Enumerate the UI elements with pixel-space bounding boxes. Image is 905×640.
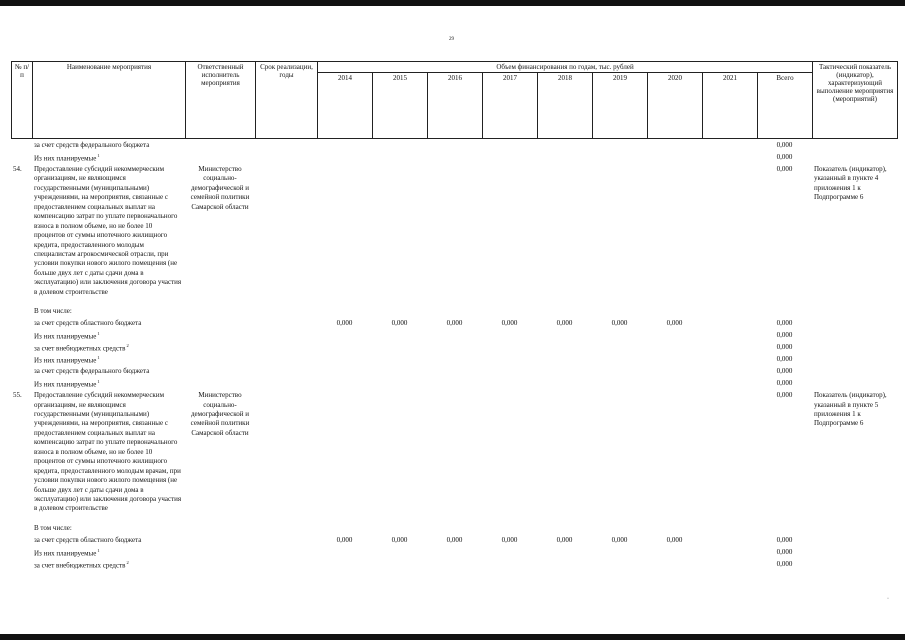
row-year-value: [592, 297, 647, 319]
row-name: В том числе:: [34, 523, 72, 532]
row-year-value: [537, 153, 592, 165]
header-col-responsible: Ответственный исполнитель мероприятия: [186, 62, 256, 139]
row-term: [255, 536, 317, 548]
row-year-value: [482, 165, 537, 297]
footnote-marker: 1: [97, 355, 100, 361]
row-indicator: Показатель (индикатор), указанный в пункте 4 приложения 1 к Подпрограмме 6: [814, 165, 887, 202]
row-year-value: [482, 153, 537, 165]
row-year-value: [537, 331, 592, 343]
row-year-value: [537, 548, 592, 560]
row-responsible: [185, 548, 255, 560]
row-term: [255, 514, 317, 536]
row-index: [11, 514, 32, 536]
header-col-indicator: Тактический показатель (индикатор), характеризующий выполнение мероприятия (мероприятий): [813, 62, 898, 139]
row-indicator: [812, 379, 897, 391]
row-year-value: [647, 379, 702, 391]
row-year-value: [482, 343, 537, 355]
row-year-value: [372, 355, 427, 367]
row-year-value: [702, 560, 757, 572]
row-name-cell: [32, 536, 185, 548]
row-year-value: [537, 355, 592, 367]
row-year-value: [647, 391, 702, 514]
row-indicator: [812, 343, 897, 355]
header-year: 2016: [428, 73, 483, 139]
row-term: [255, 141, 317, 153]
row-indicator: [812, 367, 897, 379]
table-row: [11, 560, 897, 572]
row-year-value: [372, 297, 427, 319]
row-index: [11, 141, 32, 153]
row-year-value: [372, 141, 427, 153]
row-year-value: [647, 141, 702, 153]
table-row: [11, 379, 897, 391]
row-year-value: [702, 165, 757, 297]
row-year-value: [317, 331, 372, 343]
row-year-value: [702, 367, 757, 379]
row-year-value: [592, 331, 647, 343]
row-name-cell: [32, 319, 185, 331]
table-row: [11, 319, 897, 331]
row-year-value: [482, 514, 537, 536]
row-name: за счет внебюджетных средств: [34, 344, 126, 353]
row-responsible: [185, 343, 255, 355]
header-col-total: Всего: [758, 73, 813, 139]
row-year-value: [592, 391, 647, 514]
row-index: [11, 153, 32, 165]
row-year-value: [647, 343, 702, 355]
row-term: [255, 297, 317, 319]
bottom-border: [0, 634, 905, 640]
row-term: [255, 331, 317, 343]
row-year-value: [317, 165, 372, 297]
row-responsible: [185, 331, 255, 343]
row-total: 0,000: [776, 319, 793, 328]
row-year-value: [482, 355, 537, 367]
row-total: [757, 514, 812, 536]
row-name-cell: [32, 331, 185, 343]
row-year-value: [317, 379, 372, 391]
row-year-value: [482, 560, 537, 572]
row-name-cell: [32, 548, 185, 560]
table-row: [11, 153, 897, 165]
row-year-value: 0,000: [446, 535, 463, 544]
footnote-marker: 1: [97, 331, 100, 337]
row-year-value: [702, 391, 757, 514]
row-name-cell: [32, 141, 185, 153]
row-year-value: [537, 367, 592, 379]
row-year-value: [317, 297, 372, 319]
row-year-value: [372, 560, 427, 572]
row-index: 55.: [13, 391, 22, 400]
table-row: [11, 536, 897, 548]
row-year-value: [372, 391, 427, 514]
row-year-value: [647, 355, 702, 367]
header-table: [11, 61, 898, 139]
row-year-value: [592, 548, 647, 560]
footnote-marker: 1: [97, 379, 100, 385]
table-row: [11, 355, 897, 367]
row-year-value: [317, 514, 372, 536]
row-year-value: [702, 343, 757, 355]
row-index: [11, 536, 32, 548]
row-responsible: [185, 379, 255, 391]
row-total: 0,000: [776, 141, 793, 149]
row-year-value: [702, 355, 757, 367]
row-responsible: [185, 560, 255, 572]
row-responsible: [185, 297, 255, 319]
row-year-value: [647, 560, 702, 572]
row-name: Из них планируемые: [34, 380, 97, 389]
row-year-value: [702, 536, 757, 548]
financing-table-body: [11, 141, 897, 572]
row-name: Из них планируемые: [34, 356, 97, 365]
row-term: [255, 548, 317, 560]
row-name-cell: [32, 379, 185, 391]
row-year-value: [592, 343, 647, 355]
row-responsible: [185, 141, 255, 153]
row-name: за счет средств областного бюджета: [34, 535, 142, 544]
row-year-value: [427, 548, 482, 560]
row-indicator: [812, 514, 897, 536]
row-index: [11, 367, 32, 379]
row-name-cell: [32, 297, 185, 319]
row-name-cell: [32, 343, 185, 355]
row-total: 0,000: [776, 559, 793, 568]
row-total: 0,000: [776, 331, 793, 340]
table-row: [11, 514, 897, 536]
row-total: 0,000: [776, 535, 793, 544]
row-indicator: [812, 355, 897, 367]
row-year-value: [482, 391, 537, 514]
table-row: [11, 141, 897, 153]
row-year-value: 0,000: [336, 319, 353, 328]
header-year: 2014: [318, 73, 373, 139]
row-year-value: [592, 165, 647, 297]
table-row: [11, 367, 897, 379]
footnote-marker: 1: [97, 547, 100, 553]
footnote-marker: 1: [97, 153, 100, 158]
row-year-value: [317, 548, 372, 560]
row-name-cell: [32, 391, 185, 514]
row-year-value: [372, 548, 427, 560]
row-year-value: [427, 379, 482, 391]
table-row: [11, 331, 897, 343]
row-year-value: [427, 297, 482, 319]
row-year-value: [592, 355, 647, 367]
row-year-value: [592, 141, 647, 153]
row-year-value: [702, 514, 757, 536]
page-number: 29: [449, 37, 454, 42]
row-name: за счет средств федерального бюджета: [34, 367, 150, 376]
row-year-value: [317, 391, 372, 514]
row-year-value: 0,000: [666, 319, 683, 328]
row-year-value: 0,000: [666, 535, 683, 544]
row-year-value: [592, 514, 647, 536]
row-year-value: [317, 343, 372, 355]
row-year-value: [537, 165, 592, 297]
row-year-value: [372, 153, 427, 165]
row-indicator: [812, 536, 897, 548]
top-border: [0, 0, 905, 6]
row-year-value: [372, 165, 427, 297]
row-year-value: [702, 297, 757, 319]
row-year-value: 0,000: [391, 319, 408, 328]
row-year-value: [647, 331, 702, 343]
row-year-value: [702, 141, 757, 153]
row-term: [255, 153, 317, 165]
row-indicator: [812, 319, 897, 331]
row-year-value: [537, 343, 592, 355]
row-indicator: [812, 331, 897, 343]
row-year-value: [702, 379, 757, 391]
row-total: 0,000: [776, 367, 793, 376]
row-name-cell: [32, 514, 185, 536]
row-name: Предоставление субсидий некоммерческим организациям, не являющимся государственными (муниципальными) учреждениями, на мероприятия, связанные с предоставлением социальных выплат на компенсацию затрат по уплате первоначального взноса в полном объеме, но не более 10 процентов от суммы ипотечного жилищного кредита, предоставленного молодым врачам, при условии покупки нового жилого помещения (не больше двух лет с даты сдачи дома в эксплуатацию) или заключения договора участия в долевом строительстве: [34, 391, 182, 513]
row-term: [255, 319, 317, 331]
row-name-cell: [32, 153, 185, 165]
row-responsible: [185, 355, 255, 367]
row-responsible: [185, 367, 255, 379]
header-col-number: № п/п: [12, 62, 33, 139]
table-row: [11, 165, 897, 297]
row-year-value: [317, 560, 372, 572]
row-year-value: [647, 367, 702, 379]
table-row: [11, 391, 897, 514]
table-row: [11, 548, 897, 560]
row-responsible: Министерство социально-демографической и семейной политики Самарской области: [190, 165, 250, 211]
row-total: 0,000: [776, 343, 793, 352]
row-year-value: [482, 297, 537, 319]
row-year-value: [702, 319, 757, 331]
row-name: Из них планируемые: [34, 154, 97, 163]
footnote-marker: 2: [126, 559, 129, 565]
row-responsible: Министерство социально-демографической и семейной политики Самарской области: [190, 391, 250, 437]
row-year-value: [427, 391, 482, 514]
row-total: 0,000: [776, 165, 793, 173]
row-name: Предоставление субсидий некоммерческим организациям, не являющимся государственными (муниципальными) учреждениями, на мероприятия, связанные с предоставлением социальных выплат на компенсацию затрат по уплате первоначального взноса в полном объеме, но не более 10 процентов от суммы ипотечного жилищного кредита, предоставленного молодым специалистам агрокосмической отрасли, при условии покупки нового жилого помещения (не больше двух лет с даты сдачи дома в эксплуатацию) или заключения договора участия в долевом строительстве: [34, 165, 182, 296]
row-year-value: [702, 153, 757, 165]
row-index: [11, 548, 32, 560]
row-year-value: 0,000: [556, 535, 573, 544]
header-year: 2015: [373, 73, 428, 139]
row-year-value: 0,000: [556, 319, 573, 328]
row-year-value: [427, 153, 482, 165]
row-responsible: [185, 514, 255, 536]
row-term: [255, 165, 317, 297]
row-year-value: 0,000: [391, 535, 408, 544]
row-index: [11, 331, 32, 343]
row-year-value: [537, 297, 592, 319]
row-year-value: [427, 141, 482, 153]
header-col-name: Наименование мероприятия: [33, 62, 186, 139]
row-year-value: [427, 355, 482, 367]
row-year-value: [647, 153, 702, 165]
table-row: [11, 297, 897, 319]
row-total: 0,000: [776, 379, 793, 388]
header-year: 2019: [593, 73, 648, 139]
row-indicator: [812, 141, 897, 153]
row-year-value: [372, 331, 427, 343]
row-year-value: [647, 548, 702, 560]
row-year-value: [647, 514, 702, 536]
row-year-value: [537, 141, 592, 153]
row-responsible: [185, 153, 255, 165]
row-name: за счет средств федерального бюджета: [34, 141, 150, 149]
footnote-marker: 2: [126, 343, 129, 349]
row-year-value: [372, 379, 427, 391]
row-year-value: [702, 548, 757, 560]
table-row: [11, 343, 897, 355]
row-index: [11, 560, 32, 572]
row-year-value: [647, 165, 702, 297]
stray-mark: ·: [887, 596, 889, 602]
row-year-value: [427, 514, 482, 536]
row-total: 0,000: [776, 391, 793, 400]
row-name-cell: [32, 367, 185, 379]
row-name-cell: [32, 355, 185, 367]
header-year: 2021: [703, 73, 758, 139]
row-index: 54.: [13, 165, 22, 173]
row-total: 0,000: [776, 355, 793, 364]
row-year-value: 0,000: [611, 535, 628, 544]
row-year-value: [427, 367, 482, 379]
row-indicator: [812, 548, 897, 560]
row-term: [255, 391, 317, 514]
row-year-value: [482, 548, 537, 560]
row-name-cell: [32, 165, 185, 297]
row-term: [255, 343, 317, 355]
row-responsible: [185, 536, 255, 548]
row-year-value: [537, 379, 592, 391]
row-name: за счет внебюджетных средств: [34, 561, 126, 570]
row-year-value: [482, 367, 537, 379]
row-index: [11, 343, 32, 355]
row-year-value: 0,000: [611, 319, 628, 328]
row-index: [11, 319, 32, 331]
row-year-value: 0,000: [501, 319, 518, 328]
row-term: [255, 355, 317, 367]
header-col-term: Срок реализации, годы: [256, 62, 318, 139]
header-year: 2018: [538, 73, 593, 139]
row-name-cell: [32, 560, 185, 572]
row-year-value: [592, 560, 647, 572]
row-name: Из них планируемые: [34, 549, 97, 558]
row-name: В том числе:: [34, 307, 72, 316]
row-year-value: [647, 297, 702, 319]
row-year-value: [317, 367, 372, 379]
row-year-value: [317, 153, 372, 165]
row-year-value: [372, 343, 427, 355]
row-name: за счет средств областного бюджета: [34, 319, 142, 328]
row-year-value: [592, 367, 647, 379]
row-year-value: 0,000: [501, 535, 518, 544]
row-year-value: [592, 153, 647, 165]
row-total: 0,000: [776, 547, 793, 556]
row-year-value: [372, 367, 427, 379]
row-indicator: [812, 153, 897, 165]
row-term: [255, 560, 317, 572]
row-year-value: [427, 331, 482, 343]
row-index: [11, 379, 32, 391]
row-year-value: [537, 391, 592, 514]
row-year-value: [317, 355, 372, 367]
row-index: [11, 355, 32, 367]
row-term: [255, 367, 317, 379]
row-year-value: [537, 560, 592, 572]
row-year-value: [427, 343, 482, 355]
header-year: 2017: [483, 73, 538, 139]
row-year-value: [372, 514, 427, 536]
row-year-value: [427, 165, 482, 297]
row-year-value: [702, 331, 757, 343]
row-year-value: [317, 141, 372, 153]
header-col-finance: Объем финансирования по годам, тыс. рублей: [318, 62, 813, 73]
header-year: 2020: [648, 73, 703, 139]
row-year-value: [482, 141, 537, 153]
table-rows: [11, 141, 897, 572]
row-year-value: 0,000: [336, 535, 353, 544]
row-year-value: [537, 514, 592, 536]
row-indicator: [812, 560, 897, 572]
row-index: [11, 297, 32, 319]
row-year-value: [482, 331, 537, 343]
row-term: [255, 379, 317, 391]
row-total: 0,000: [776, 153, 793, 161]
row-name: Из них планируемые: [34, 332, 97, 341]
row-year-value: 0,000: [446, 319, 463, 328]
row-indicator: Показатель (индикатор), указанный в пункте 5 приложения 1 к Подпрограмме 6: [814, 391, 887, 428]
row-responsible: [185, 319, 255, 331]
row-total: [757, 297, 812, 319]
row-indicator: [812, 297, 897, 319]
row-year-value: [427, 560, 482, 572]
row-year-value: [482, 379, 537, 391]
row-year-value: [592, 379, 647, 391]
